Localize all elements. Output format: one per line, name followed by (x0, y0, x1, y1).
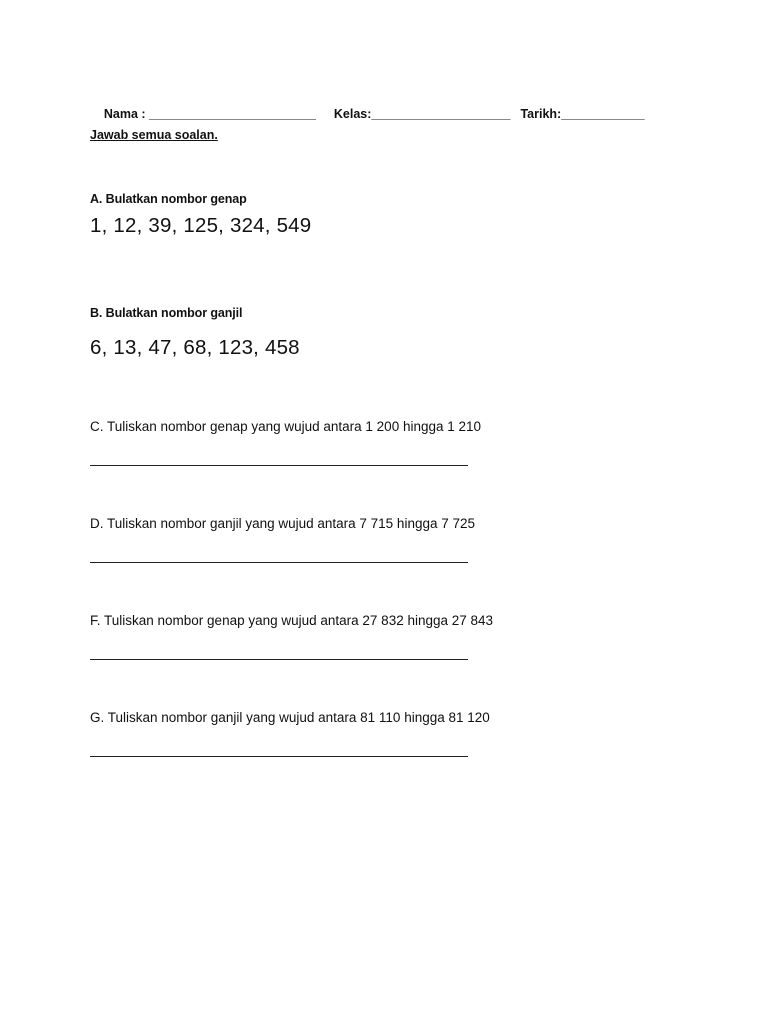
section-a-numbers: 1, 12, 39, 125, 324, 549 (90, 214, 312, 237)
instruction-text: Jawab semua soalan. (90, 128, 218, 142)
section-b-title: B. Bulatkan nombor ganjil (90, 306, 243, 320)
answer-line-c (90, 465, 468, 466)
question-c: C. Tuliskan nombor genap yang wujud antara 1 200 hingga 1 210 (90, 419, 482, 434)
answer-line-d (90, 562, 468, 563)
question-g: G. Tuliskan nombor ganjil yang wujud antara 81 110 hingga 81 120 (90, 710, 490, 725)
class-field: Kelas:____________________ (333, 107, 511, 121)
answer-line-g (90, 756, 468, 757)
section-b-numbers: 6, 13, 47, 68, 123, 458 (90, 336, 300, 359)
name-field: Nama : ________________________ (103, 107, 316, 121)
question-f: F. Tuliskan nombor genap yang wujud antara 27 832 hingga 27 843 (90, 613, 494, 628)
section-a-title: A. Bulatkan nombor genap (90, 192, 247, 206)
question-d: D. Tuliskan nombor ganjil yang wujud antara 7 715 hingga 7 725 (90, 516, 476, 531)
answer-line-f (90, 659, 468, 660)
date-field: Tarikh:____________ (520, 107, 645, 121)
